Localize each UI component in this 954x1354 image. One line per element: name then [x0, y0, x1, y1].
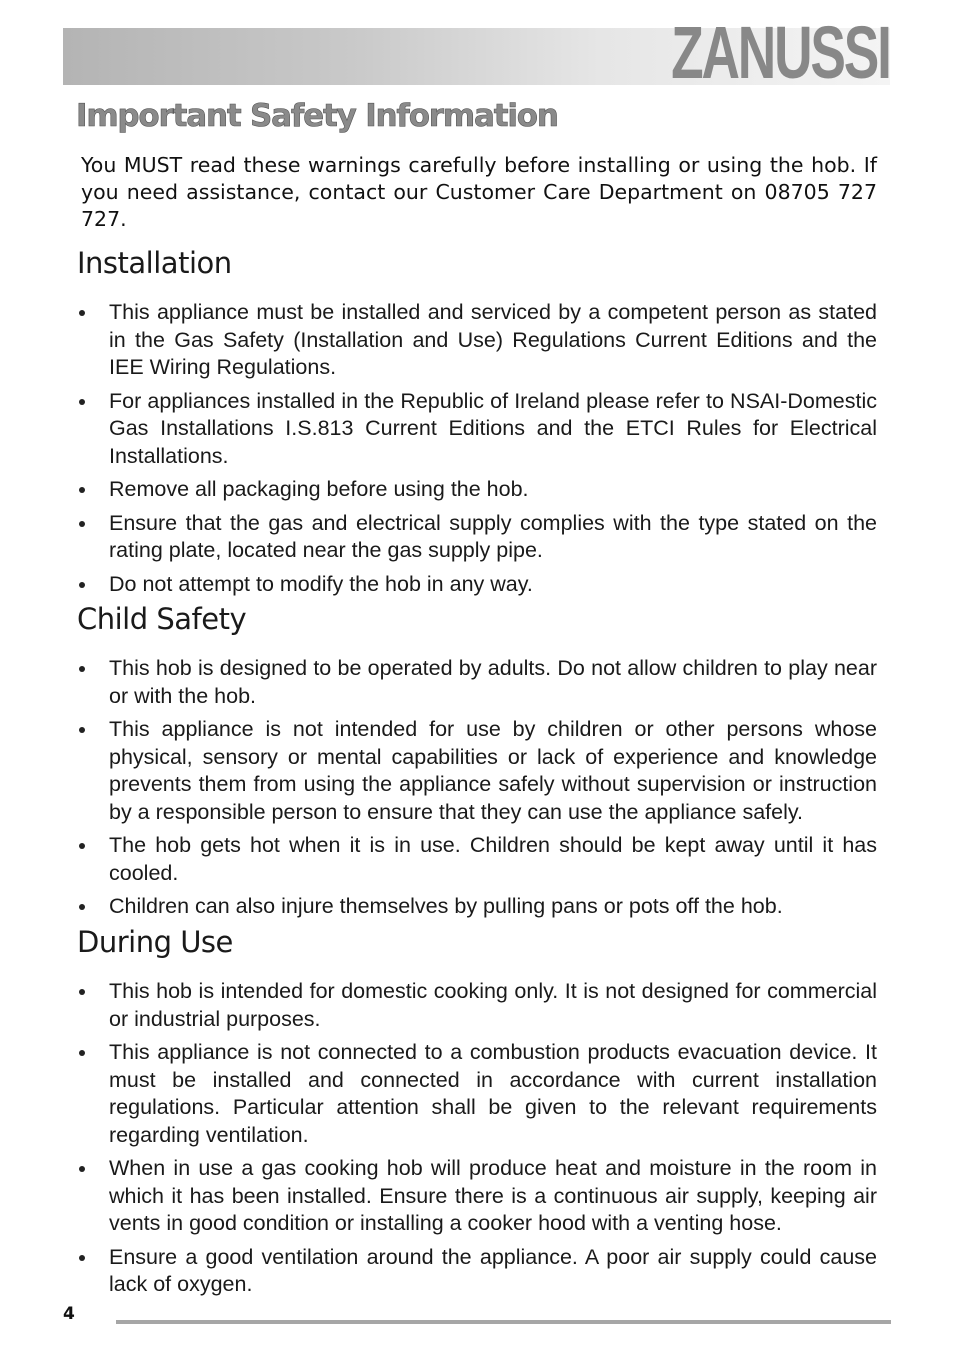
list-item: This appliance must be installed and serviced by a competent person as stated in the Gas Safety (Installation and Use) Regulations Current Editions and the IEE Wiring Regulations.: [77, 299, 877, 382]
list-item: When in use a gas cooking hob will produce heat and moisture in the room in which it has been installed. Ensure there is a continuous air supply, keeping air vents in good condition or installing a cooker hood with a venting hose.: [77, 1155, 877, 1238]
bullet-icon: [79, 666, 85, 672]
list-item: Remove all packaging before using the hob.: [77, 476, 877, 504]
footer-divider: [116, 1320, 891, 1324]
list-item: Children can also injure themselves by pulling pans or pots off the hob.: [77, 893, 877, 921]
bullet-icon: [79, 521, 85, 527]
installation-list: [77, 299, 877, 604]
page-title: Important Safety Information: [76, 98, 558, 134]
section-title-installation: Installation: [77, 246, 232, 280]
intro-warning: You MUST read these warnings carefully before installing or using the hob. If you need assistance, contact our Customer Care Department on 08705 727 727.: [81, 153, 877, 231]
list-item: This hob is designed to be operated by adults. Do not allow children to play near or with the hob.: [77, 655, 877, 710]
during-use-list: [77, 978, 877, 1305]
list-item: This hob is intended for domestic cooking only. It is not designed for commercial or industrial purposes.: [77, 978, 877, 1033]
list-item: This appliance is not intended for use by children or other persons whose physical, sensory or mental capabilities or lack of experience and knowledge prevents them from using the appliance safely without supervision or instruction by a responsible person to ensure that they can use the appliance safely.: [77, 716, 877, 826]
section-title-child-safety: Child Safety: [77, 602, 247, 636]
bullet-icon: [79, 487, 85, 493]
list-item: Ensure that the gas and electrical supply complies with the type stated on the rating plate, located near the gas supply pipe.: [77, 510, 877, 565]
bullet-icon: [79, 1166, 85, 1172]
bullet-icon: [79, 399, 85, 405]
bullet-icon: [79, 310, 85, 316]
list-item: For appliances installed in the Republic of Ireland please refer to NSAI-Domestic Gas Installations I.S.813 Current Editions and the ETCI Rules for Electrical Installations.: [77, 388, 877, 471]
bullet-icon: [79, 582, 85, 588]
bullet-icon: [79, 989, 85, 995]
bullet-icon: [79, 1255, 85, 1261]
list-item: Do not attempt to modify the hob in any way.: [77, 571, 877, 599]
bullet-icon: [79, 1050, 85, 1056]
list-item: The hob gets hot when it is in use. Children should be kept away until it has cooled.: [77, 832, 877, 887]
bullet-icon: [79, 843, 85, 849]
bullet-icon: [79, 904, 85, 910]
page-number: 4: [63, 1304, 75, 1324]
child-safety-list: [77, 655, 877, 927]
list-item: Ensure a good ventilation around the appliance. A poor air supply could cause lack of oxygen.: [77, 1244, 877, 1299]
section-title-during-use: During Use: [77, 925, 233, 959]
list-item: This appliance is not connected to a combustion products evacuation device. It must be installed and connected in accordance with current installation regulations. Particular attention shall be given to the relevant requirements regarding ventilation.: [77, 1039, 877, 1149]
brand-logo: ZANUSSI: [671, 11, 890, 94]
bullet-icon: [79, 727, 85, 733]
